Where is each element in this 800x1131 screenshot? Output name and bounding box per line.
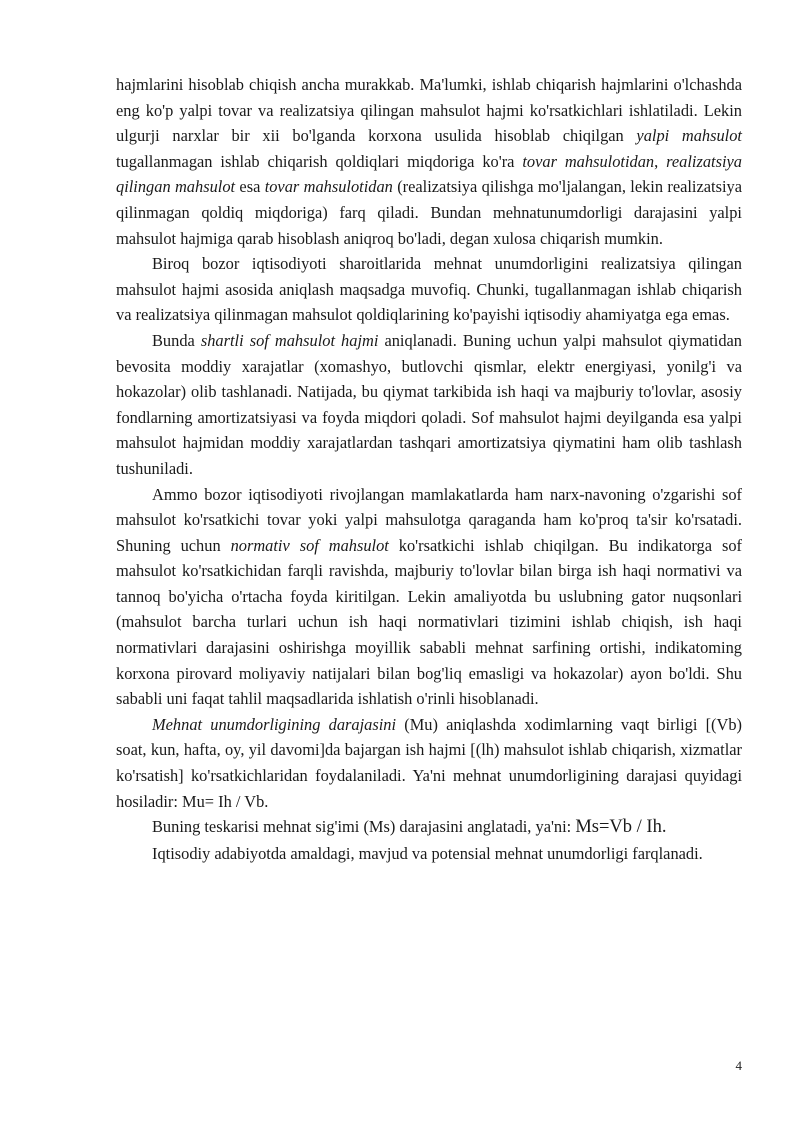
text-run: Bunda: [152, 330, 201, 350]
paragraph: [116, 841, 742, 867]
text-run: (realizatsiya qilishga mo'ljalangan, lekin realizatsiya qilinmagan qoldiq miqdoriga) farq qiladi. Bundan mehnatunumdorligi darajasini yalpi mahsulot hajmiga qarab hisoblash aniqroq bo'ladi, degan xulosa chiqarish mumkin.: [116, 177, 742, 248]
text-run: Iqtisodiy adabiyotda amaldagi, mavjud va potensial mehnat unumdorligi farqlanadi.: [152, 843, 703, 863]
italic-term: Mehnat unumdorligining darajasini: [152, 714, 397, 734]
text-run: Biroq bozor iqtisodiyoti sharoitlarida mehnat unumdorligini realizatsiya qilingan mahsulot hajmi asosida aniqlash maqsadga muvofiq. Chunki, tugallanmagan ishlab chiqarish va realizatsiya qilinmagan mahsulot qoldiqlarining ko'payishi iqtisodiy ahamiyatga ega emas.: [116, 254, 742, 325]
paragraph: [116, 712, 742, 814]
text-run: tugallanmagan ishlab chiqarish qoldiqlari miqdoriga ko'ra: [116, 151, 523, 171]
italic-term: realizatsiya qilingan mahsulot: [116, 151, 742, 197]
text-run: (Mu) aniqlashda xodimlarning vaqt birligi [(Vb) soat, kun, hafta, oy, yil davomi]da bajargan ish hajmi [(lh) mahsulot ishlab chiqarish, xizmatlar ko'rsatish] ko'rsatkichlaridan foydalaniladi. Ya'ni mehnat unumdorligining darajasi quyidagi hosiladir: Mu= Ih / Vb.: [116, 714, 742, 811]
paragraph: [116, 482, 742, 712]
italic-term: shartli sof mahsulot hajmi: [200, 330, 379, 350]
page-number: 4: [735, 1058, 742, 1073]
paragraph: [116, 72, 742, 251]
text-run: ko'rsatkichi ishlab chiqilgan. Bu indikatorga sof mahsulot ko'rsatkichidan farqli ravishda, majburiy to'lovlar bilan birga ish haqi normativi va tannoq bo'yicha o'rtacha foyda kiritilgan. Lekin amaliyotda bu uslubning gator nuqsonlari (mahsulot barcha turlari uchun ish haqi normativlari tizimini ishlab chiqish, ish haqi normativlari darajasini oshirishga moyillik sababli mehnat sarfining ortishi, indikatoming korxona pirovard moliyaviy natijalari bilan bog'liq emasligi va hokazolar) ayon bo'ldi. Shu sababli uni faqat tahlil maqsadlarida ishlatish o'rinli hisoblanadi.: [116, 535, 742, 709]
italic-term: tovar mahsulotidan: [522, 151, 655, 171]
paragraph: [116, 251, 742, 328]
text-run: aniqlanadi. Buning uchun yalpi mahsulot qiymatidan bevosita moddiy xarajatlar (xomashyo, butlovchi qismlar, elektr energiyasi, yonilg'i va hokazolar) olib tashlanadi. Natijada, bu qiymat tarkibida ish haqi va majburiy to'lovlar, asosiy fondlarning amortizatsiyasi va foyda miqdori qoladi. Sof mahsulot hajmi deyilganda esa yalpi mahsulot hajmidan moddiy xarajatlardan tashqari amortizatsiya qiymatini ham olib tashlash tushuniladi.: [116, 330, 742, 478]
text-run: Ammo bozor iqtisodiyoti rivojlangan mamlakatlarda ham narx-navoning o'zgarishi sof mahsulot ko'rsatkichi tovar yoki yalpi mahsulotga qaraganda ham ko'proq ta'sir ko'rsatadi. Shuning uchun: [116, 484, 742, 555]
text-run: Buning teskarisi mehnat sig'imi (Ms) darajasini anglatadi, ya'ni:: [152, 817, 576, 837]
text-run: esa: [235, 177, 265, 197]
italic-term: normativ sof mahsulot: [230, 535, 389, 555]
body-text: [116, 72, 742, 866]
italic-term: tovar mahsulotidan: [264, 177, 393, 197]
paragraph: [116, 814, 742, 841]
paragraph: [116, 328, 742, 482]
italic-term: yalpi mahsulot: [636, 126, 742, 146]
formula: Ms=Vb / Ih.: [575, 817, 667, 838]
text-run: ,: [654, 151, 667, 171]
text-run: hajmlarini hisoblab chiqish ancha murakkab. Ma'lumki, ishlab chiqarish hajmlarini o'lchashda eng ko'p yalpi tovar va realizatsiya qilingan mahsulot hajmi ko'rsatkichlari ishlatiladi. Lekin ulgurji narxlar bir xii bo'lganda korxona usulida hisoblab chiqilgan: [116, 75, 742, 146]
